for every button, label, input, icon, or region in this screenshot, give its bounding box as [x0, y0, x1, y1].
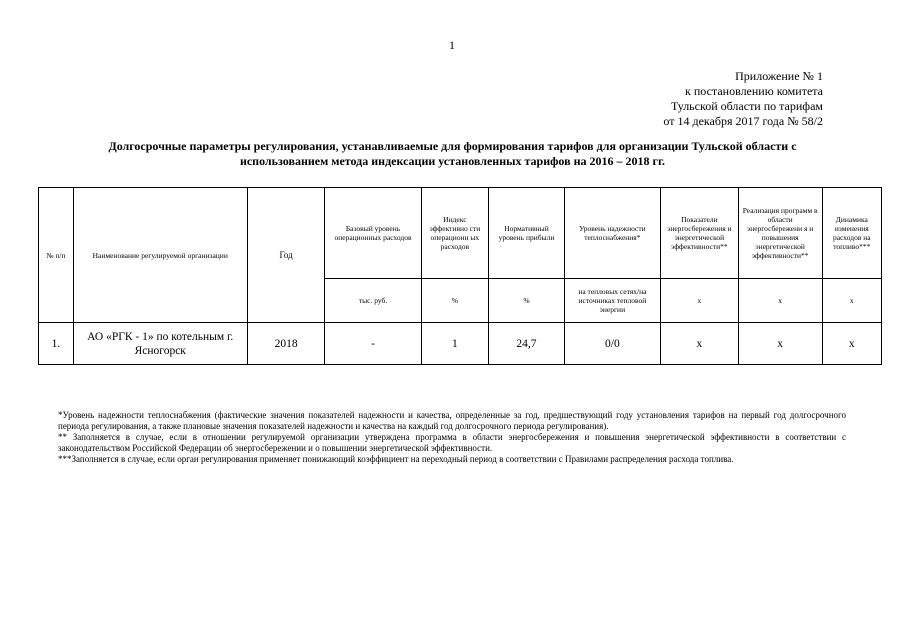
cell-base-opex: - [325, 323, 421, 365]
appendix-date: от 14 декабря 2017 года № 58/2 [663, 114, 823, 128]
title-line-1: Долгосрочные параметры регулирования, устанавливаемые для формирования тарифов для организации Тульской области с [108, 139, 797, 153]
header-reliability: Уровень надежности теплоснабжения* [564, 188, 660, 279]
footnote-energy-program: ** Заполняется в случае, если в отношении регулируемой организации утверждена программа в области энергосбережения и повышения энергетической эффективности в соответствии с законодательством Российской Федерации об энергосбережении и о повышении энергетической эффективности. [58, 432, 846, 453]
header-base-opex: Базовый уровень операционных расходов [325, 188, 421, 279]
page-number: 1 [449, 38, 455, 52]
document-title [40, 139, 865, 169]
header-efficiency-index: Индекс эффективно сти операционн ых расходов [421, 188, 489, 279]
footnote-reliability: *Уровень надежности теплоснабжения (фактические значения показателей надежности и качества, определенные за год, предшествующий году установления тарифов на первый год долгосрочного периода регулирования, а также плановые значения показателей надежности и качества на каждый год долгосрочного периода регулирования). [58, 410, 846, 431]
header-year: Год [247, 188, 325, 323]
unit-energy-programs: x [738, 279, 822, 323]
unit-fuel-dynamics: x [822, 279, 881, 323]
header-fuel-dynamics: Динамика изменения расходов на топливо*** [822, 188, 881, 279]
cell-year: 2018 [247, 323, 325, 365]
cell-num: 1. [39, 323, 74, 365]
footnote-fuel: ***Заполняется в случае, если орган регулирования применяет понижающий коэффициент на переходный период в соответствии с Правилами распределения расхода топлива. [58, 454, 734, 464]
header-profit: Нормативный уровень прибыли [489, 188, 565, 279]
appendix-title: Приложение № 1 [735, 69, 823, 83]
header-energy-programs: Реализация программ в области энергосбережени я и повышения энергетической эффективности** [738, 188, 822, 279]
unit-base-opex: тыс. руб. [325, 279, 421, 323]
cell-energy-programs: x [738, 323, 822, 365]
appendix-resolution: к постановлению комитета [685, 84, 823, 98]
cell-fuel-dynamics: x [822, 323, 881, 365]
unit-reliability: на тепловых сетях/на источниках тепловой энергии [564, 279, 660, 323]
unit-energy-indicators: x [660, 279, 738, 323]
header-num: № п/п [39, 188, 74, 323]
header-organization: Наименование регулируемой организации [73, 188, 247, 323]
unit-efficiency-index: % [421, 279, 489, 323]
table-header-row [39, 188, 882, 279]
table-row [39, 323, 882, 365]
appendix-block [663, 69, 823, 129]
cell-organization: АО «РГК - 1» по котельным г. Ясногорск [73, 323, 247, 365]
cell-reliability: 0/0 [564, 323, 660, 365]
footnotes [58, 410, 846, 465]
appendix-committee: Тульской области по тарифам [670, 99, 823, 113]
header-energy-indicators: Показатели энергосбережения и энергетической эффективности** [660, 188, 738, 279]
cell-profit: 24,7 [489, 323, 565, 365]
cell-efficiency-index: 1 [421, 323, 489, 365]
unit-profit: % [489, 279, 565, 323]
cell-energy-indicators: x [660, 323, 738, 365]
parameters-table [38, 187, 882, 365]
title-line-2: использованием метода индексации установленных тарифов на 2016 – 2018 гг. [239, 154, 666, 168]
